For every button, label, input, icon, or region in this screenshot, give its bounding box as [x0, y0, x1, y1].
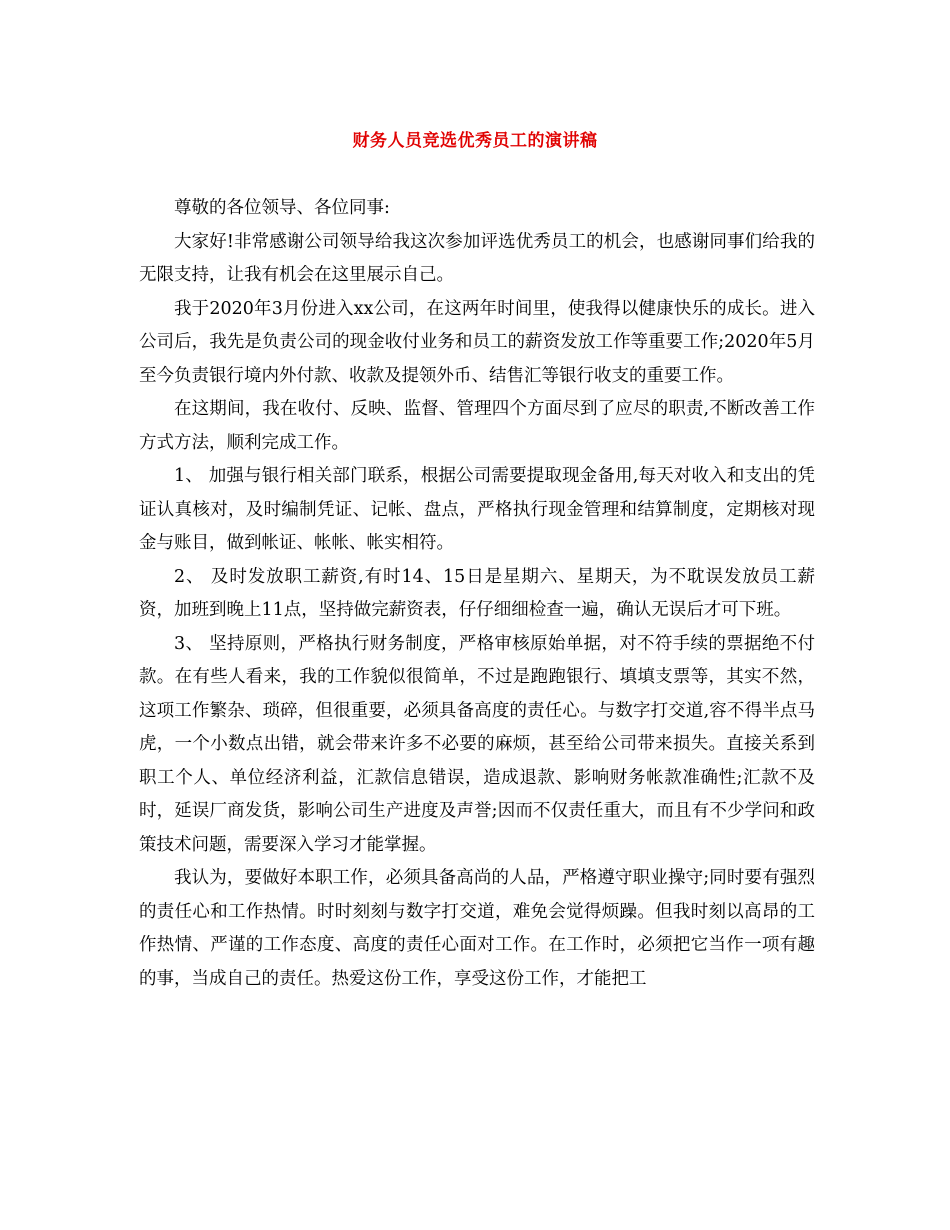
duties-summary-paragraph: 在这期间，我在收付、反映、监督、管理四个方面尽到了应尽的职责,不断改善工作方式方法，顺利完成工作。: [139, 399, 815, 453]
point-2-paragraph: 2、 及时发放职工薪资,有时14、15日是星期六、星期天，为不耽误发放员工薪资，加班到晚上11点，坚持做完薪资表，仔仔细细检查一遍，确认无误后才可下班。: [139, 566, 815, 620]
salutation-paragraph: 尊敬的各位领导、各位同事:: [174, 198, 390, 218]
opinion-paragraph: 我认为，要做好本职工作，必须具备高尚的人品，严格遵守职业操守;同时要有强烈的责任心和工作热情。时时刻刻与数字打交道，难免会觉得烦躁。但我时刻以高昂的工作热情、严谨的工作态度、高度的责任心面对工作。在工作时，必须把它当作一项有趣的事，当成自己的责任。热爱这份工作，享受这份工作，才能把工: [139, 868, 815, 989]
background-paragraph: 我于2020年3月份进入xx公司，在这两年时间里，使我得以健康快乐的成长。进入公司后，我先是负责公司的现金收付业务和员工的薪资发放工作等重要工作;2020年5月至今负责银行境内外付款、收款及提领外币、结售汇等银行收支的重要工作。: [139, 298, 815, 386]
point-1-paragraph: 1、 加强与银行相关部门联系，根据公司需要提取现金备用,每天对收入和支出的凭证认真核对，及时编制凭证、记帐、盘点，严格执行现金管理和结算制度，定期核对现金与账目，做到帐证、帐帐、帐实相符。: [139, 466, 815, 553]
document-body: [139, 192, 815, 996]
point-3-paragraph: 3、 坚持原则，严格执行财务制度，严格审核原始单据，对不符手续的票据绝不付款。在有些人看来，我的工作貌似很简单，不过是跑跑银行、填填支票等，其实不然，这项工作繁杂、琐碎，但很重要，必须具备高度的责任心。与数字打交道,容不得半点马虎，一个小数点出错，就会带来许多不必要的麻烦，甚至给公司带来损失。直接关系到职工个人、单位经济利益，汇款信息错误，造成退款、影响财务帐款准确性;汇款不及时，延误厂商发货，影响公司生产进度及声誉;因而不仅责任重大，而且有不少学问和政策技术问题，需要深入学习才能掌握。: [139, 633, 815, 855]
greeting-paragraph: 大家好!非常感谢公司领导给我这次参加评选优秀员工的机会，也感谢同事们给我的无限支持，让我有机会在这里展示自己。: [139, 231, 815, 285]
document-title: 财务人员竞选优秀员工的演讲稿: [352, 131, 598, 151]
